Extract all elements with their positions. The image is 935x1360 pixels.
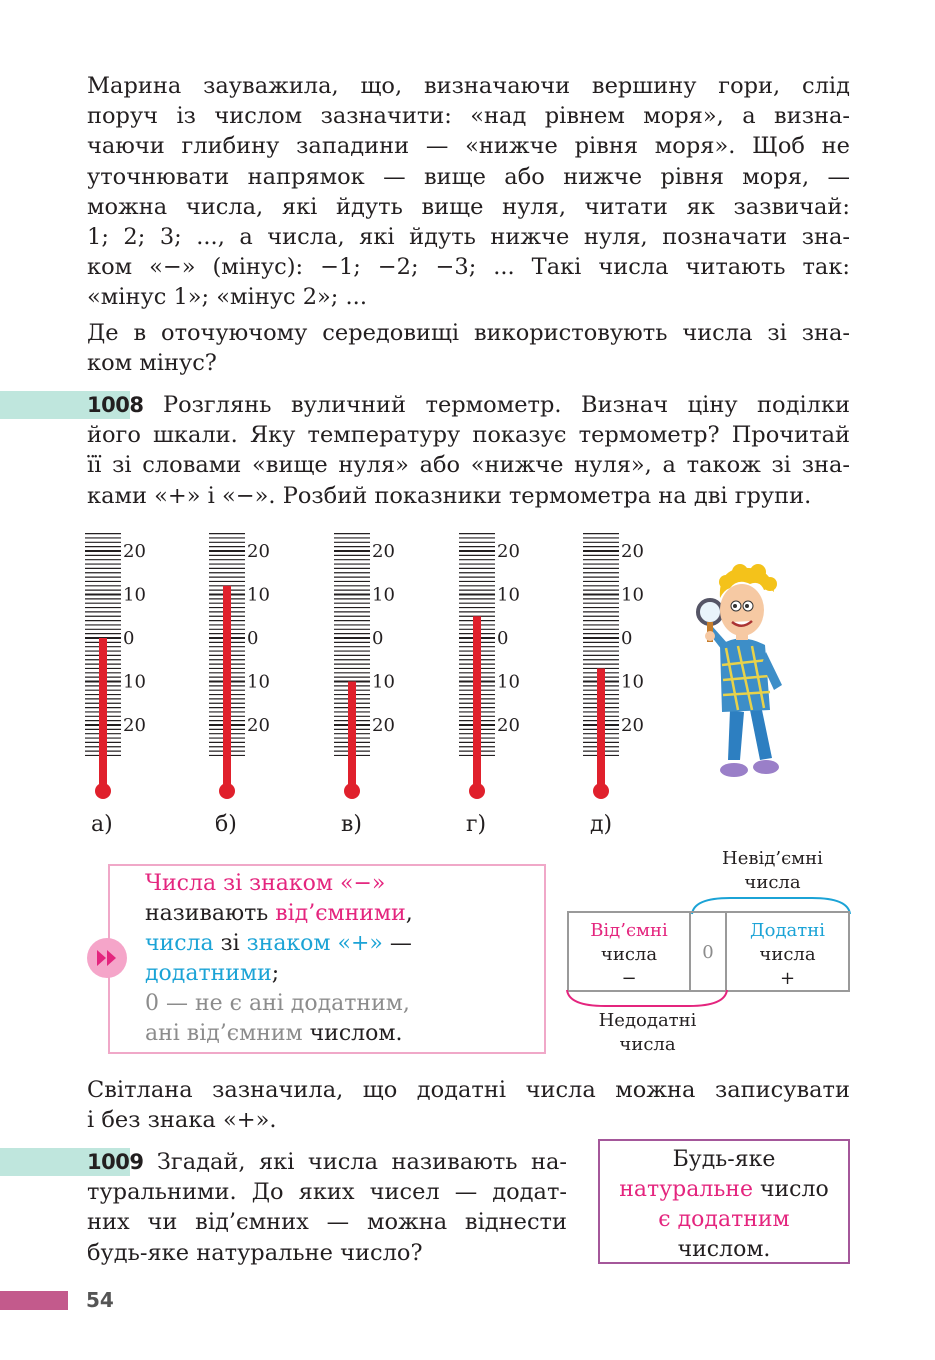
non-positive-brace	[565, 988, 729, 1008]
scale-label: 0	[621, 628, 633, 649]
thermometer-label-a: а)	[91, 812, 113, 837]
thermometer	[583, 528, 693, 803]
text-line: будь-яке натуральне число?	[87, 1239, 423, 1266]
mercury-bulb	[219, 783, 235, 799]
task-text: Згадай, які числа називають на-	[156, 1149, 567, 1175]
task-text: Розглянь вуличний термометр. Визнач ціну поділки	[162, 392, 851, 418]
task-number: 1009	[87, 1150, 144, 1174]
thermometer-label-g: г)	[466, 812, 487, 837]
thermometer-label-d: д)	[590, 812, 613, 837]
text-line: його шкали. Яку температуру показує термометр? Прочитай	[87, 422, 850, 449]
text-line: ками «+» і «−». Розбий показники термометра на дві групи.	[87, 482, 812, 509]
scale-label: 20	[372, 541, 395, 562]
scale-label: 10	[123, 584, 146, 606]
scale-label: 10	[497, 584, 520, 606]
natural-number-note	[598, 1139, 850, 1264]
text-line: туральними. До яких чисел — додат-	[87, 1179, 567, 1206]
note-line-2: натуральне число	[619, 1177, 829, 1202]
scale-label: 0	[123, 628, 135, 649]
intro-paragraph	[87, 71, 850, 313]
text-line: Марина зауважила, що, визначаючи вершину гори, слід	[87, 73, 850, 99]
mercury-column	[597, 668, 605, 788]
note-line-3: є додатним	[658, 1207, 790, 1232]
scale-label: 20	[247, 541, 270, 562]
scale-label: 20	[621, 715, 644, 736]
svetlana-paragraph	[87, 1075, 850, 1135]
fast-forward-icon	[87, 938, 127, 978]
scale-label: 10	[372, 584, 395, 606]
negative-numbers-cell: Від’ємні числа −	[567, 911, 691, 992]
mercury-column	[348, 682, 356, 789]
text-line: ком «−» (мінус): −1; −2; −3; ... Такі числа читають так:	[87, 254, 850, 281]
rule-line-5: 0 — не є ані додатним,	[145, 991, 410, 1016]
question-paragraph	[87, 318, 850, 378]
scale-label: 20	[497, 715, 520, 736]
thermometer	[334, 528, 444, 803]
page-number: 54	[86, 1288, 114, 1312]
text-line: її зі словами «вище нуля» або «нижче нуля», а також зі зна-	[87, 452, 850, 479]
scale-label: 20	[497, 541, 520, 562]
text-line: і без знака «+».	[87, 1107, 277, 1134]
rule-text	[145, 869, 413, 1049]
thermometer	[85, 528, 195, 803]
rule-line-2: називають від’ємними,	[145, 901, 413, 926]
task-1009	[87, 1147, 567, 1268]
positive-numbers-cell: Додатні числа +	[725, 911, 850, 992]
text-line: Світлана зазначила, що додатні числа можна записувати	[87, 1077, 850, 1103]
rule-line-4: додатними;	[145, 961, 280, 986]
rule-line-1: Числа зі знаком «−»	[145, 871, 386, 896]
scale-label: 10	[372, 671, 395, 693]
thermometer	[459, 528, 569, 803]
thermometer-label-v: в)	[341, 812, 362, 837]
scale-label: 20	[123, 541, 146, 562]
mercury-column	[473, 616, 481, 788]
text-line: уточнювати напрямок — вище або нижче рівня моря, —	[87, 163, 850, 190]
mercury-bulb	[593, 783, 609, 799]
text-line	[87, 1147, 567, 1177]
scale-label: 0	[247, 628, 259, 649]
scale-label: 0	[372, 628, 384, 649]
text-line: поруч із числом зазначити: «над рівнем моря», а визна-	[87, 103, 850, 130]
text-line	[87, 390, 850, 420]
non-negative-caption: Невід’ємні числа	[722, 848, 823, 893]
scale-label: 10	[621, 584, 644, 606]
non-positive-caption: Недодатні числа	[598, 1010, 697, 1055]
thermometer	[209, 528, 319, 803]
scale-label: 0	[497, 628, 509, 649]
scale-label: 20	[247, 715, 270, 736]
thermometer-label-b: б)	[215, 812, 237, 837]
text-line: них чи від’ємних — можна віднести	[87, 1209, 567, 1236]
boy-with-magnifier-illustration	[690, 560, 800, 785]
text-line: ком мінус?	[87, 350, 217, 377]
scale-label: 10	[247, 671, 270, 693]
text-line: Де в оточуючому середовищі використовують числа зі зна-	[87, 320, 850, 346]
scale-label: 10	[497, 671, 520, 693]
mercury-column	[223, 586, 231, 788]
scale-label: 20	[621, 541, 644, 562]
task-number: 1008	[87, 393, 144, 417]
page-number-bar	[0, 1291, 68, 1310]
text-line: 1; 2; 3; ..., а числа, які йдуть нижче нуля, позначати зна-	[87, 223, 850, 250]
mercury-bulb	[95, 783, 111, 799]
text-line: чаючи глибину западини — «нижче рівня моря». Щоб не	[87, 133, 850, 160]
scale-label: 10	[247, 584, 270, 606]
scale-label: 10	[621, 671, 644, 693]
mercury-bulb	[344, 783, 360, 799]
note-line-1: Будь-яке	[672, 1147, 776, 1172]
mercury-bulb	[469, 783, 485, 799]
scale-label: 20	[372, 715, 395, 736]
rule-line-3: числа зі знаком «+» —	[145, 931, 412, 956]
text-line: можна числа, які йдуть вище нуля, читати як зазвичай:	[87, 193, 850, 220]
mercury-column	[99, 638, 107, 788]
scale-label: 20	[123, 715, 146, 736]
rule-line-6: ані від’ємним числом.	[145, 1021, 403, 1046]
note-line-4: числом.	[677, 1237, 771, 1262]
task-1008	[87, 390, 850, 511]
scale-label: 10	[123, 671, 146, 693]
zero-cell: 0	[689, 911, 727, 992]
text-line: «мінус 1»; «мінус 2»; ...	[87, 284, 367, 311]
